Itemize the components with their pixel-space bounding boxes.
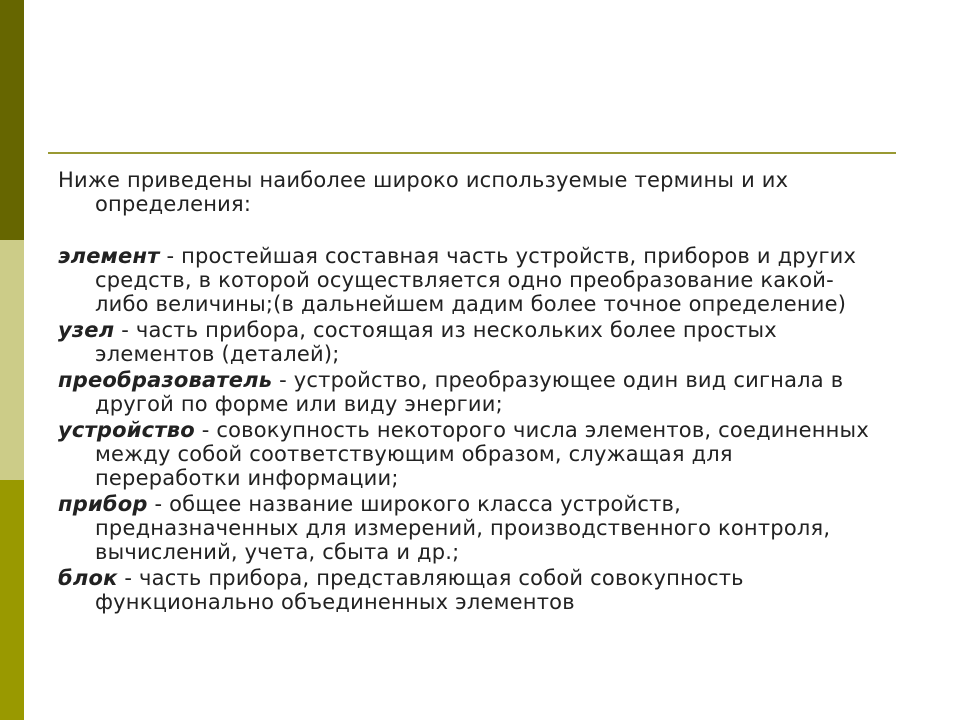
- term-label: элемент: [58, 244, 160, 268]
- definition-text: - простейшая составная часть устройств, приборов и других средств, в которой осуществляется одно преобразование какой-либо величины;(в дальнейшем дадим более точное определение): [95, 244, 857, 316]
- definition-converter: [58, 368, 878, 416]
- term-label: узел: [58, 318, 115, 342]
- sidebar-decoration: [0, 0, 24, 720]
- term-label: блок: [58, 566, 118, 590]
- definition-text: - часть прибора, представляющая собой совокупность функционально объединенных элементов: [95, 566, 744, 614]
- sidebar-segment-dark: [0, 0, 24, 240]
- definition-block: [58, 566, 878, 614]
- definition-element: [58, 244, 878, 316]
- definition-instrument: [58, 492, 878, 564]
- intro-text: Ниже приведены наиболее широко используемые термины и их определения:: [58, 168, 789, 216]
- definition-text: - устройство, преобразующее один вид сигнала в другой по форме или виду энергии;: [95, 368, 844, 416]
- term-label: устройство: [58, 418, 195, 442]
- sidebar-segment-mid: [0, 480, 24, 720]
- term-label: преобразователь: [58, 368, 273, 392]
- definition-text: - совокупность некоторого числа элементов, соединенных между собой соответствующим образом, служащая для переработки информации;: [95, 418, 869, 490]
- definition-node: [58, 318, 878, 366]
- term-label: прибор: [58, 492, 148, 516]
- title-divider: [48, 152, 896, 154]
- definition-device: [58, 418, 878, 490]
- definition-text: - общее название широкого класса устройств, предназначенных для измерений, производственного контроля, вычислений, учета, сбыта и др.;: [95, 492, 831, 564]
- sidebar-segment-light: [0, 240, 24, 480]
- definition-text: - часть прибора, состоящая из нескольких более простых элементов (деталей);: [95, 318, 777, 366]
- slide-body: [58, 168, 878, 616]
